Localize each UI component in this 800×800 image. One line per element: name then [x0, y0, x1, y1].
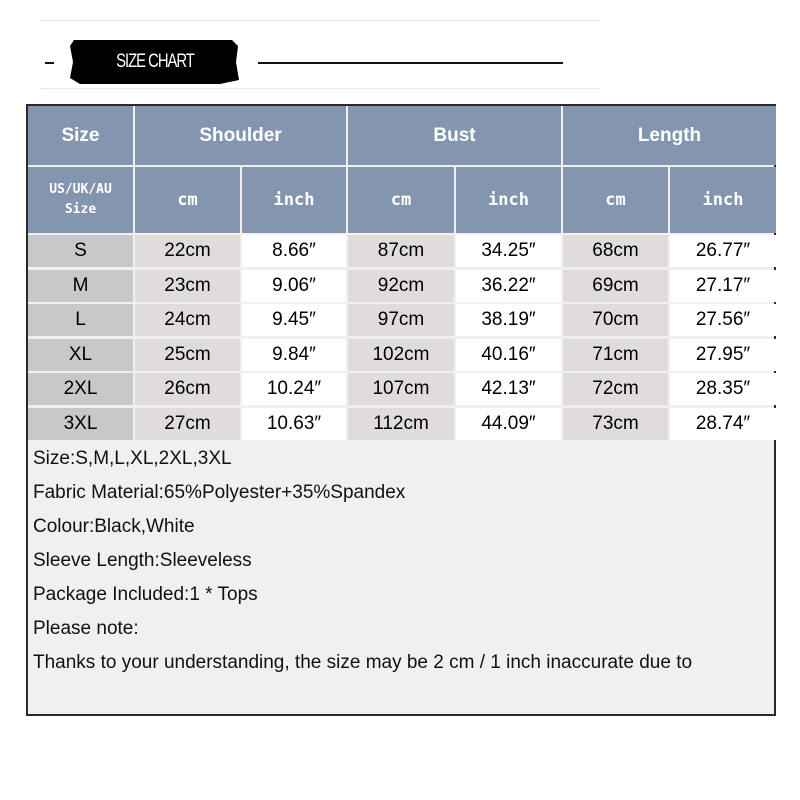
table-cell: 22cm: [135, 235, 240, 267]
table-cell: 27.17″: [670, 270, 776, 302]
table-cell: 97cm: [348, 304, 454, 336]
table-cell: 26.77″: [670, 235, 776, 267]
size-chart-panel: [26, 104, 776, 716]
table-cell: 28.35″: [670, 373, 776, 405]
subheader-size-line1: US/UK/AU: [49, 182, 112, 197]
info-fabric: Fabric Material:65%Polyester+35%Spandex: [33, 482, 406, 503]
subheader-inch: inch: [670, 167, 776, 233]
subheader-size-line2: Size: [64, 202, 97, 217]
size-chart-tag: [70, 40, 240, 84]
table-cell: 23cm: [135, 270, 240, 302]
table-cell: 27.56″: [670, 304, 776, 336]
table-cell: 68cm: [563, 235, 668, 267]
size-label-cell: S: [28, 235, 133, 267]
size-label-cell: XL: [28, 339, 133, 371]
table-cell: 69cm: [563, 270, 668, 302]
header-rule: [258, 62, 563, 64]
header-shoulder: Shoulder: [135, 106, 346, 165]
table-cell: 112cm: [348, 408, 454, 440]
table-cell: 71cm: [563, 339, 668, 371]
dotted-guide-top: [40, 20, 600, 21]
header-size: Size: [28, 106, 133, 165]
size-chart-label: SIZE CHART: [116, 51, 194, 72]
subheader-cm: cm: [563, 167, 668, 233]
table-cell: 38.19″: [456, 304, 561, 336]
table-cell: 44.09″: [456, 408, 561, 440]
subheader-size: [28, 167, 133, 233]
size-label-cell: 2XL: [28, 373, 133, 405]
size-label-cell: L: [28, 304, 133, 336]
table-cell: 107cm: [348, 373, 454, 405]
info-sleeve: Sleeve Length:Sleeveless: [33, 550, 252, 571]
table-cell: 34.25″: [456, 235, 561, 267]
subheader-cm: cm: [135, 167, 240, 233]
table-cell: 10.24″: [242, 373, 346, 405]
size-label-cell: 3XL: [28, 408, 133, 440]
table-cell: 73cm: [563, 408, 668, 440]
table-cell: 26cm: [135, 373, 240, 405]
table-cell: 36.22″: [456, 270, 561, 302]
table-cell: 42.13″: [456, 373, 561, 405]
header-dash: [45, 62, 54, 64]
table-cell: 9.06″: [242, 270, 346, 302]
size-label-cell: M: [28, 270, 133, 302]
table-cell: 40.16″: [456, 339, 561, 371]
table-cell: 70cm: [563, 304, 668, 336]
info-colour: Colour:Black,White: [33, 516, 195, 537]
info-disclaimer: Thanks to your understanding, the size may be 2 cm / 1 inch inaccurate due to: [33, 652, 693, 673]
info-package: Package Included:1 * Tops: [33, 584, 258, 605]
table-cell: 9.45″: [242, 304, 346, 336]
table-cell: 9.84″: [242, 339, 346, 371]
dotted-guide-bottom: [40, 88, 600, 89]
table-cell: 10.63″: [242, 408, 346, 440]
table-cell: 8.66″: [242, 235, 346, 267]
table-cell: 87cm: [348, 235, 454, 267]
table-cell: 72cm: [563, 373, 668, 405]
header-bust: Bust: [348, 106, 561, 165]
info-size: Size:S,M,L,XL,2XL,3XL: [33, 448, 232, 469]
table-cell: 102cm: [348, 339, 454, 371]
size-chart-header: [0, 0, 800, 100]
info-please-note: Please note:: [33, 618, 139, 639]
table-cell: 27.95″: [670, 339, 776, 371]
table-cell: 28.74″: [670, 408, 776, 440]
table-cell: 24cm: [135, 304, 240, 336]
subheader-inch: inch: [242, 167, 346, 233]
header-length: Length: [563, 106, 776, 165]
subheader-cm: cm: [348, 167, 454, 233]
table-cell: 92cm: [348, 270, 454, 302]
subheader-inch: inch: [456, 167, 561, 233]
table-cell: 25cm: [135, 339, 240, 371]
table-cell: 27cm: [135, 408, 240, 440]
